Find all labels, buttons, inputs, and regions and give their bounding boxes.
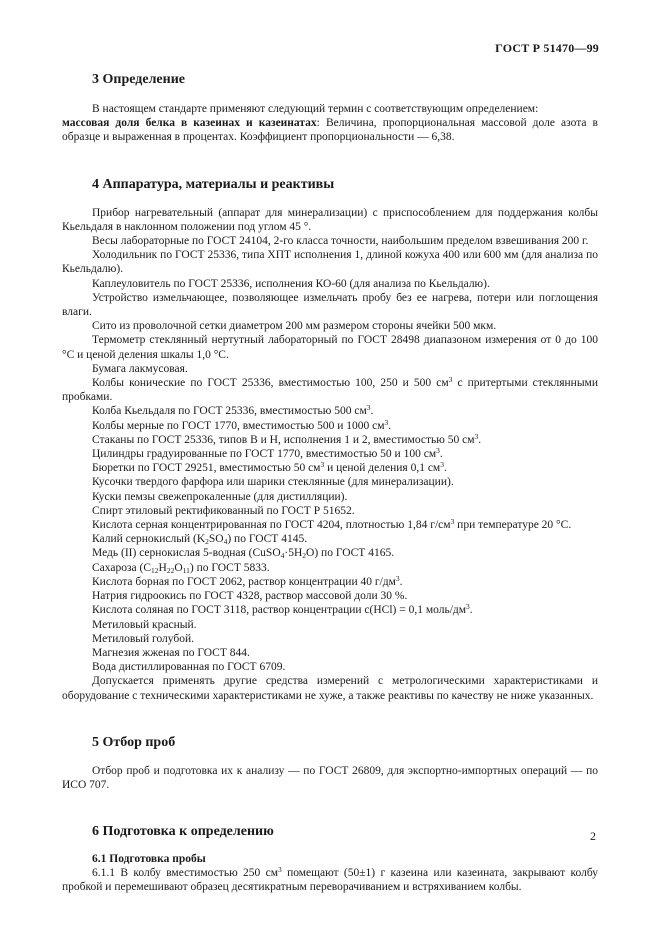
s4-text: . — [478, 433, 482, 446]
s4-item — [62, 433, 598, 447]
section-6-title: 6 Подготовка к определению — [92, 824, 274, 840]
s4-item: Вода дистиллированная по ГОСТ 6709. — [92, 661, 286, 674]
superscript: 3 — [366, 403, 371, 413]
superscript: 3 — [450, 517, 455, 527]
s4-text: . — [469, 604, 473, 617]
s4-item: Калий сернокислый $(K_2SO_4)$ по ГОСТ 4145. — [92, 533, 308, 547]
s4-item: Допускается применять другие средства измерений с метрологическими характеристиками и оборудование с техническими характеристиками не хуже, а также реактивы по качеству не ниже указанных. — [62, 675, 598, 702]
chem-cuso: CuSO — [252, 547, 281, 560]
superscript: 3 — [384, 417, 389, 427]
superscript: 3 — [440, 460, 444, 470]
subscript: 12 — [151, 565, 159, 575]
s4-item: Сахароза $(C_{12}H_{22}O_{11})$ по ГОСТ 5833. — [92, 561, 270, 575]
s4-item — [62, 461, 598, 475]
s4-text: и ценой деления 0,1 см — [324, 462, 441, 475]
superscript: 3 — [320, 460, 325, 470]
s4-text: Колбы конические по ГОСТ 25336, вместимостью 100, 250 и 500 см — [92, 377, 449, 390]
s4-item: Бумага лакмусовая. — [92, 362, 188, 375]
s4-text: . — [443, 462, 447, 475]
s3-term: массовая доля белка в казеинах и казеинатах — [62, 117, 317, 130]
s4-list — [62, 206, 598, 703]
s6-item — [62, 866, 598, 894]
s4-item: Каплеуловитель по ГОСТ 25336, исполнения КО-60 (для анализа по Кьельдалю). — [92, 277, 490, 290]
s4-item — [62, 575, 598, 589]
s4-text: Кислота соляная по ГОСТ 3118, раствор концентрации c(HCl) = 0,1 моль/дм — [92, 604, 467, 617]
s3-definition — [62, 116, 598, 144]
s5-text: Отбор проб и подготовка их к анализу — по ГОСТ 26809, для экспортно-импортных операций — по ИСО 707. — [62, 764, 598, 791]
section-5-title: 5 Отбор проб — [92, 734, 176, 750]
s4-item: Холодильник по ГОСТ 25336, типа ХПТ исполнения 1, длиной кожуха 400 или 600 мм (для анализа по Кьельдалю). — [62, 249, 598, 276]
chem-so: SO — [208, 533, 224, 546]
s4-item — [62, 603, 598, 617]
s4-text: Стаканы по ГОСТ 25336, типов В и Н, исполнения 1 и 2, вместимостью 50 см — [92, 433, 475, 446]
s4-item: Спирт этиловый ректификованный по ГОСТ Р 51652. — [92, 504, 355, 517]
section-4-title: 4 Аппаратура, материалы и реактивы — [92, 176, 335, 192]
chem-c: C — [143, 561, 152, 574]
page-number: 2 — [590, 829, 596, 843]
s4-text: . — [439, 448, 443, 461]
s4-item: Сито из проволочной сетки диаметром 200 мм размером стороны ячейки 500 мкм. — [92, 320, 497, 333]
s3-intro: В настоящем стандарте применяют следующий термин с соответствующим определением: — [92, 103, 539, 115]
chem-k: K — [196, 533, 206, 546]
s4-item — [62, 404, 598, 418]
s4-item — [62, 447, 598, 461]
s4-item: Метиловый красный. — [92, 618, 197, 631]
s4-item: Весы лабораторные по ГОСТ 24104, 2-го класса точности, наибольшим пределом взвешивания 200 г. — [92, 235, 589, 248]
s4-item: Метиловый голубой. — [92, 632, 195, 645]
s4-item: Термометр стеклянный нертутный лабораторный по ГОСТ 28498 диапазоном измерения от 0 до 100 °С и ценой деления шкалы 1,0 °С. — [62, 334, 598, 361]
s4-item — [62, 419, 598, 433]
s4-text: . — [370, 405, 374, 418]
s4-item: Устройство измельчающее, позволяющее измельчать пробу без ее нагрева, потери или поглощения влаги. — [62, 291, 598, 319]
s6-text: помещают (50±1) г казеина или казеината, закрывают колбу пробкой и перемешивают образец десятикратным переворачиванием и встряхиванием колбы. — [62, 867, 598, 894]
s6-text: 6.1.1 В колбу вместимостью 250 см — [92, 867, 278, 880]
document-body — [62, 72, 598, 895]
subscript: 22 — [166, 565, 175, 575]
superscript: 3 — [436, 446, 440, 456]
subscript: 2 — [302, 551, 307, 561]
superscript: 3 — [448, 375, 453, 385]
s4-text: Колбы мерные по ГОСТ 1770, вместимостью 500 и 1000 см — [92, 419, 385, 432]
s4-text: Кислота борная по ГОСТ 2062, раствор концентрации 40 г/дм — [92, 575, 396, 588]
superscript: 3 — [466, 602, 470, 612]
subscript: 11 — [182, 565, 190, 575]
s3-definition-text: : Величина, пропорциональная массовой доле азота в образце и выраженная в процентах. Коэффициент пропорциональности — 6,38. — [62, 117, 598, 144]
s4-item — [62, 518, 598, 532]
s4-item: Куски пемзы свежепрокаленные (для дистилляции). — [92, 490, 348, 503]
section-3-title: 3 Определение — [92, 72, 185, 87]
s4-text: Цилиндры градуированные по ГОСТ 1770, вместимостью 50 и 100 см — [92, 448, 437, 461]
chem-o: O — [306, 547, 315, 560]
s4-item: Магнезия жженая по ГОСТ 844. — [92, 646, 250, 659]
chem-h: H — [158, 561, 167, 574]
s4-item: Медь (II) сернокислая 5-водная $(CuSO_4\cdot 5H_2O)$ по ГОСТ 4165. — [92, 547, 395, 561]
document-header-code: ГОСТ Р 51470—99 — [495, 41, 599, 55]
subscript: 4 — [223, 537, 228, 547]
s4-text: Колба Кьельдаля по ГОСТ 25336, вместимостью 500 см — [92, 405, 367, 418]
s4-item: Прибор нагревательный (аппарат для минерализации) с приспособлением для поддержания колбы Кьельдаля в наклонном положении под углом 45 °. — [62, 206, 598, 233]
chem-dot: ·5H — [284, 547, 303, 560]
s4-item — [62, 376, 598, 404]
s4-text: Кислота серная концентрированная по ГОСТ 4204, плотностью 1,84 г/см — [92, 519, 451, 532]
chem-o: O — [174, 561, 183, 574]
s4-text: Бюретки по ГОСТ 29251, вместимостью 50 см — [92, 462, 321, 475]
superscript: 3 — [277, 865, 282, 875]
s4-item: Кусочки твердого фарфора или шарики стеклянные (для минерализации). — [92, 476, 454, 489]
s4-text: . — [399, 575, 403, 588]
subsection-6-1-title: 6.1 Подготовка пробы — [92, 853, 206, 866]
s4-text: с притертыми стеклянными пробками. — [62, 377, 598, 404]
s4-item: Натрия гидроокись по ГОСТ 4328, раствор массовой доли 30 %. — [92, 590, 408, 603]
subscript: 2 — [205, 537, 209, 547]
superscript: 3 — [395, 573, 400, 583]
superscript: 3 — [474, 431, 479, 441]
subscript: 4 — [280, 551, 285, 561]
s4-text: при температуре 20 °С. — [454, 519, 572, 532]
s4-text: . — [388, 419, 392, 432]
